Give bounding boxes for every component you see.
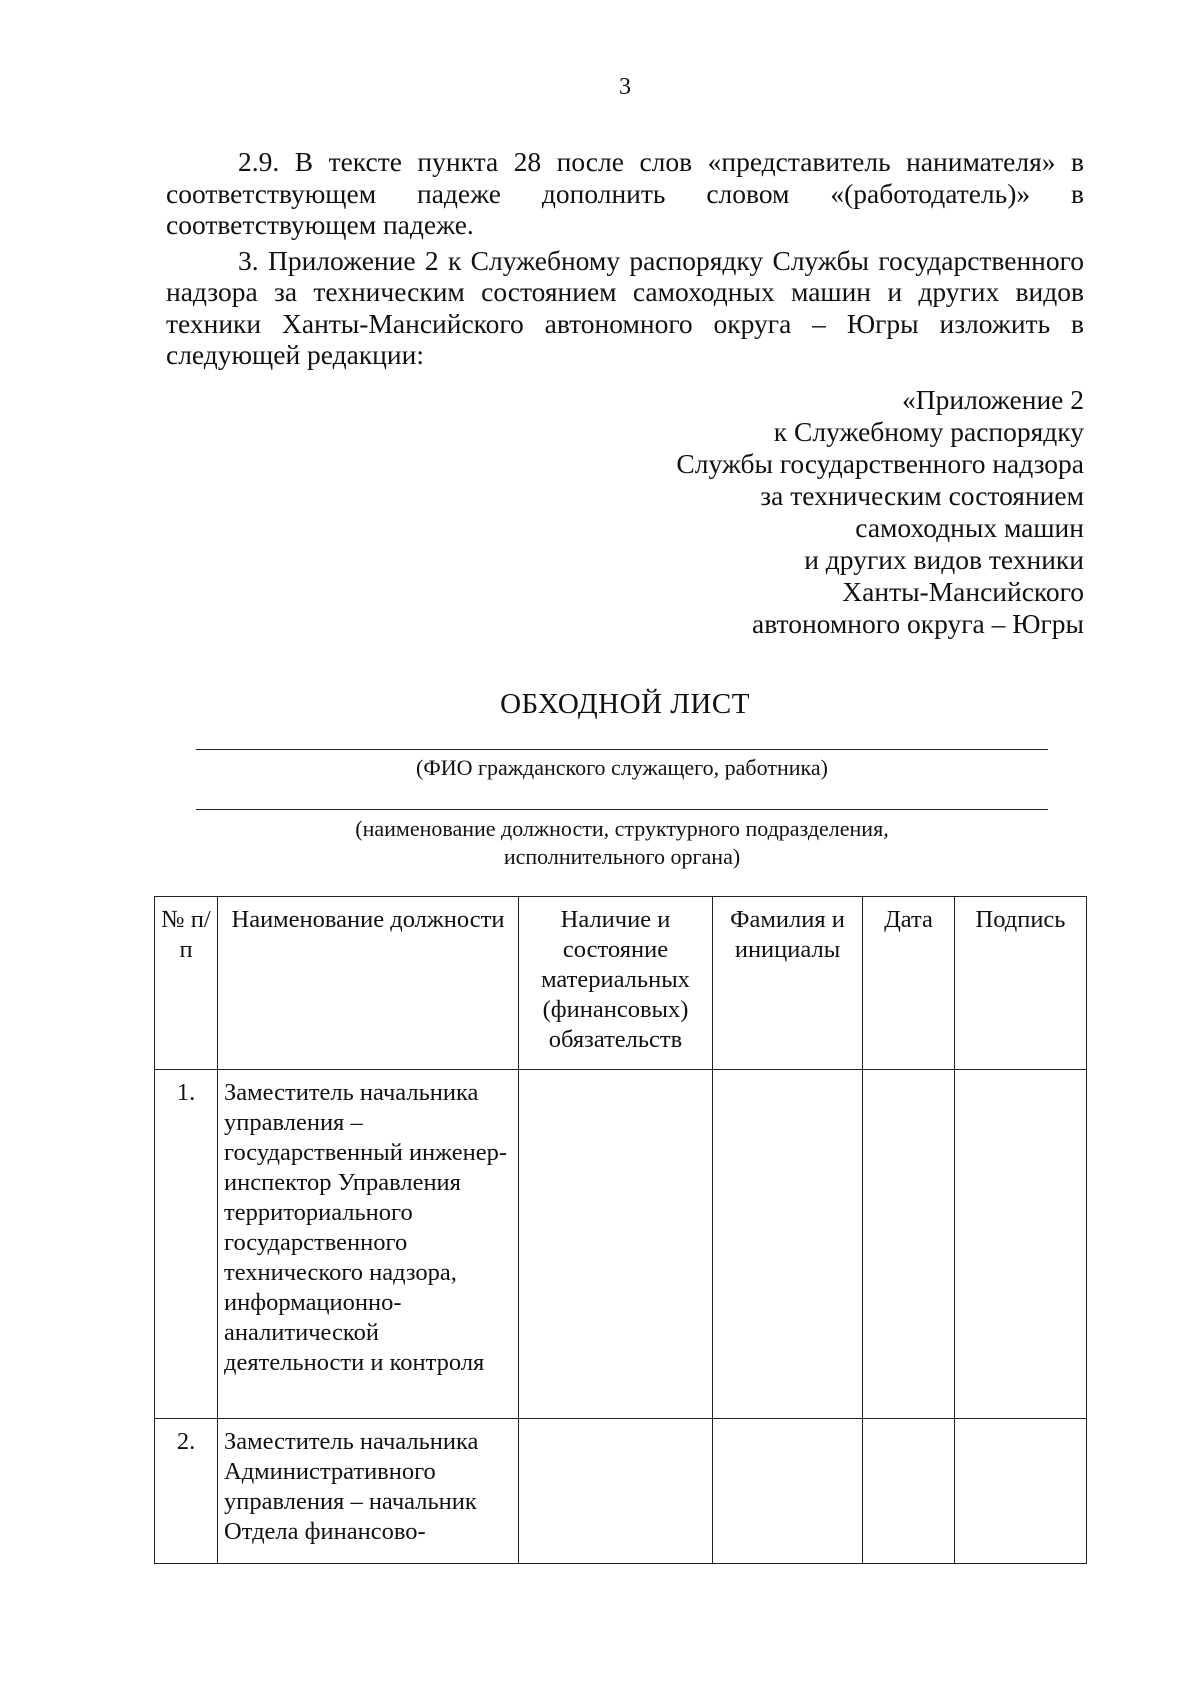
header-position: Наименование должности [218, 897, 519, 1070]
appendix-line: к Служебному распорядку [773, 416, 1084, 447]
table-row [155, 1419, 1087, 1564]
appendix-line: автономного округа – Югры [752, 608, 1084, 639]
appendix-line: за техническим состоянием [760, 480, 1084, 511]
page-number: 3 [619, 74, 631, 100]
header-obligations: Наличие и состояние материальных (финансовых) обязательств [519, 897, 713, 1070]
position-caption-line: исполнительного органа) [503, 844, 741, 869]
row-signature-cell[interactable] [955, 1070, 1087, 1419]
row-position: Заместитель начальника Административного управления – начальник Отдела финансово- [218, 1419, 519, 1564]
row-name-cell[interactable] [713, 1070, 863, 1419]
table-row [155, 1070, 1087, 1419]
position-blank-line [196, 809, 1048, 810]
appendix-line: «Приложение 2 [902, 384, 1084, 415]
appendix-block [564, 384, 1084, 640]
header-number: № п/п [155, 897, 218, 1070]
fio-blank-line [196, 749, 1048, 750]
row-name-cell[interactable] [713, 1419, 863, 1564]
row-obligations-cell[interactable] [519, 1070, 713, 1419]
appendix-line: Ханты-Мансийского [842, 576, 1084, 607]
row-number: 1. [155, 1070, 218, 1419]
appendix-line: Службы государственного надзора [676, 448, 1084, 479]
row-date-cell[interactable] [863, 1419, 955, 1564]
header-signature: Подпись [955, 897, 1087, 1070]
position-caption-line: (наименование должности, структурного подразделения, [355, 816, 889, 841]
header-name: Фамилия и инициалы [713, 897, 863, 1070]
document-title: ОБХОДНОЙ ЛИСТ [500, 688, 750, 720]
row-position: Заместитель начальника управления – государственный инженер-инспектор Управления территориального государственного технического надзора, информационно-аналитической деятельности и контроля [218, 1070, 519, 1419]
paragraph-3: 3. Приложение 2 к Служебному распорядку Службы государственного надзора за техническим состоянием самоходных машин и других видов техники Ханты-Мансийского автономного округа – Югры изложить в следующей редакции: [166, 244, 1084, 370]
row-signature-cell[interactable] [955, 1419, 1087, 1564]
table-header-row [155, 897, 1087, 1070]
row-date-cell[interactable] [863, 1070, 955, 1419]
appendix-line: самоходных машин [855, 512, 1084, 543]
header-date: Дата [863, 897, 955, 1070]
body-text [166, 146, 1084, 371]
fio-caption: (ФИО гражданского служащего, работника) [416, 755, 828, 780]
row-obligations-cell[interactable] [519, 1419, 713, 1564]
row-number: 2. [155, 1419, 218, 1564]
paragraph-2-9: 2.9. В тексте пункта 28 после слов «представитель нанимателя» в соответствующем падеже дополнить словом «(работодатель)» в соответствующем падеже. [166, 146, 1084, 240]
clearance-sheet-table [154, 896, 1087, 1564]
position-caption [196, 815, 1048, 871]
appendix-line: и других видов техники [804, 544, 1084, 575]
